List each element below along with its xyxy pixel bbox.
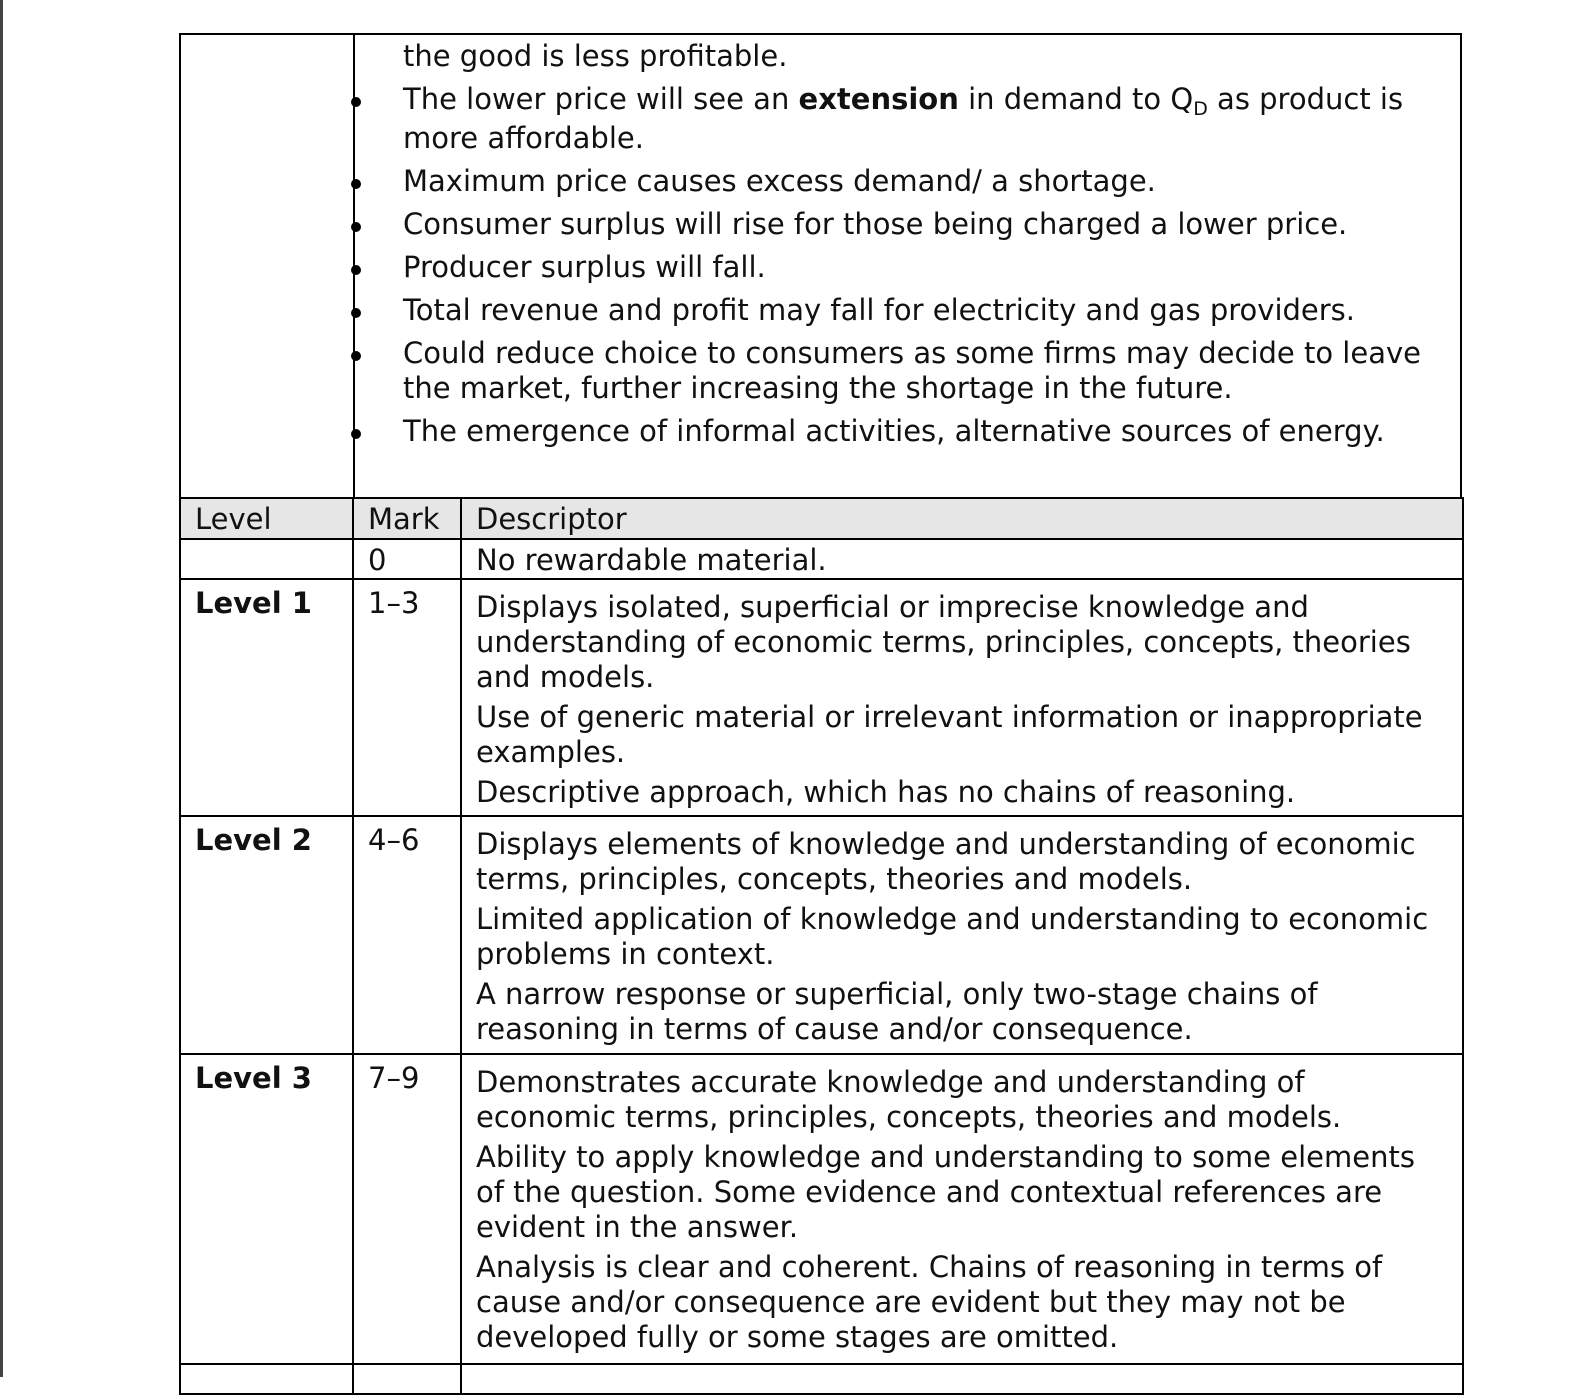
descriptor-text: Limited application of knowledge and understanding to economic problems in context. xyxy=(476,902,1429,971)
descriptor-text: Analysis is clear and coherent. Chains of reasoning in terms of cause and/or consequence are evident but they may not be developed fully or some stages are omitted. xyxy=(476,1250,1383,1354)
list-item: Producer surplus will fall. xyxy=(403,250,1443,285)
level-cell xyxy=(180,539,353,579)
indicative-content-list xyxy=(403,39,1443,457)
mark-cell: 4–6 xyxy=(353,816,461,1054)
bullet-icon xyxy=(351,429,361,439)
list-item: Consumer surplus will rise for those being charged a lower price. xyxy=(403,207,1443,242)
document-page xyxy=(179,33,1462,1395)
subscript: D xyxy=(1193,98,1208,120)
descriptor-cell xyxy=(461,1054,1463,1364)
table-row xyxy=(180,539,1463,579)
table-row-next xyxy=(180,1364,1463,1394)
descriptor-text: Ability to apply knowledge and understanding to some elements of the question. Some evidence and contextual references are evident in the answer. xyxy=(476,1140,1415,1244)
descriptor-text: Descriptive approach, which has no chains of reasoning. xyxy=(476,775,1296,809)
continuation-text: the good is less profitable. xyxy=(403,39,788,73)
mark-cell: 7–9 xyxy=(353,1054,461,1364)
list-item: The lower price will see an extension in demand to $Q_D$ as product is more affordable. xyxy=(403,82,1443,156)
table-header-row xyxy=(180,498,1463,539)
window-edge xyxy=(0,0,3,1377)
level-cell: Level 2 xyxy=(180,816,353,1054)
list-item: The emergence of informal activities, alternative sources of energy. xyxy=(403,414,1443,449)
mark-cell: 1–3 xyxy=(353,579,461,816)
bullet-icon xyxy=(351,308,361,318)
header-descriptor: Descriptor xyxy=(461,498,1463,539)
list-item: Could reduce choice to consumers as some firms may decide to leave the market, further increasing the shortage in the future. xyxy=(403,336,1443,406)
level-cell: Level 1 xyxy=(180,579,353,816)
header-mark: Mark xyxy=(353,498,461,539)
bullet-icon xyxy=(351,351,361,361)
level-cell: Level 3 xyxy=(180,1054,353,1364)
mark-cell: 0 xyxy=(353,539,461,579)
table-row xyxy=(180,1054,1463,1364)
indicative-content-cell xyxy=(179,33,1462,497)
descriptor-cell: No rewardable material. xyxy=(461,539,1463,579)
descriptor-cell xyxy=(461,579,1463,816)
bullet-icon xyxy=(351,222,361,232)
descriptor-text: Displays isolated, superficial or imprecise knowledge and understanding of economic terms, principles, concepts, theories and models. xyxy=(476,590,1411,694)
header-level: Level xyxy=(180,498,353,539)
descriptor-text: Displays elements of knowledge and understanding of economic terms, principles, concepts, theories and models. xyxy=(476,827,1416,896)
bullet-icon xyxy=(351,265,361,275)
bullet-icon xyxy=(351,97,361,107)
descriptor-cell xyxy=(461,816,1463,1054)
table-row xyxy=(180,816,1463,1054)
mark-scheme-table xyxy=(179,497,1464,1395)
list-item: Maximum price causes excess demand/ a shortage. xyxy=(403,164,1443,199)
bullet-icon xyxy=(351,179,361,189)
descriptor-text: Use of generic material or irrelevant information or inappropriate examples. xyxy=(476,700,1423,769)
list-item: Total revenue and profit may fall for electricity and gas providers. xyxy=(403,293,1443,328)
descriptor-text: Demonstrates accurate knowledge and understanding of economic terms, principles, concepts, theories and models. xyxy=(476,1065,1342,1134)
table-row xyxy=(180,579,1463,816)
bold-term: extension xyxy=(798,82,959,116)
descriptor-text: A narrow response or superficial, only two-stage chains of reasoning in terms of cause and/or consequence. xyxy=(476,977,1318,1046)
